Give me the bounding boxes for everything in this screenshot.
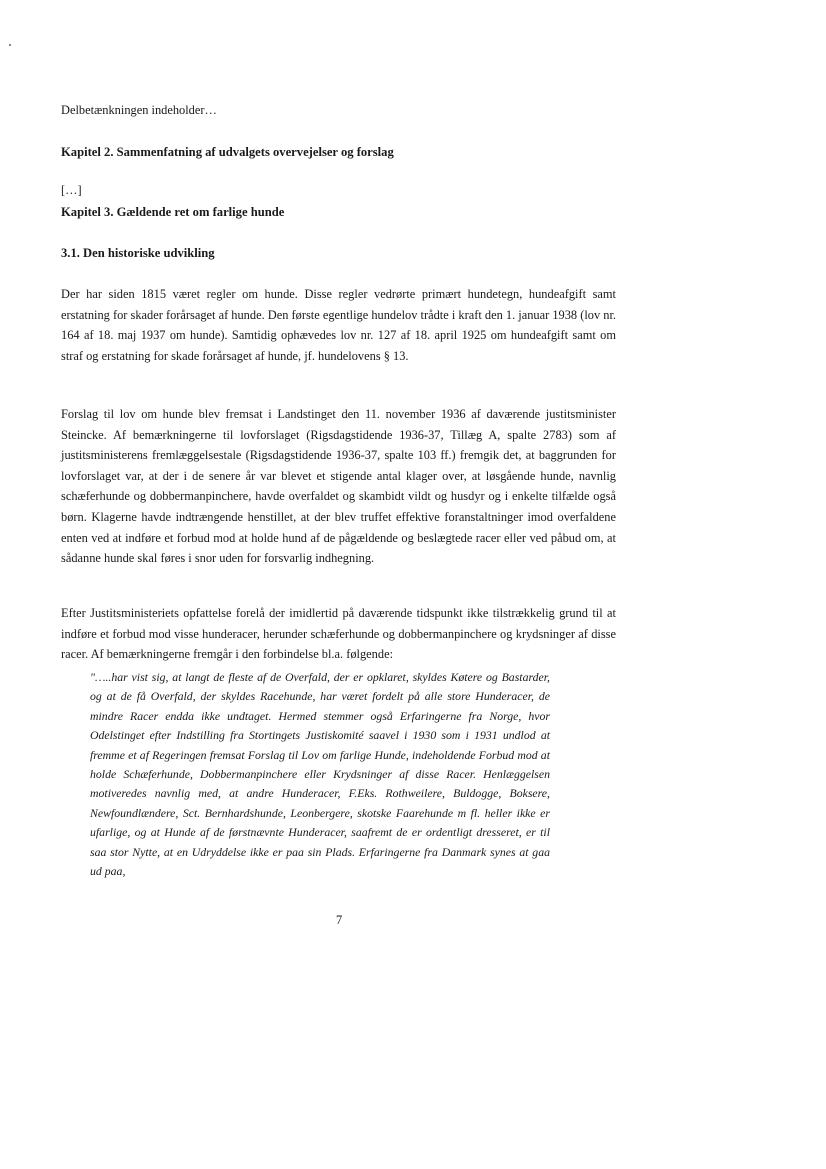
- heading-kapitel-2: Kapitel 2. Sammenfatning af udvalgets overvejelser og forslag: [61, 145, 394, 159]
- heading-kapitel-3: Kapitel 3. Gældende ret om farlige hunde: [61, 205, 285, 219]
- paragraph-1: Der har siden 1815 været regler om hunde. Disse regler vedrørte primært hundetegn, hundeafgift samt erstatning for skader forårsaget af hunde. Den første egentlige hundelov trådte i kraft den 1. januar 1938 (lov nr. 164 af 18. maj 1937 om hunde). Samtidig ophævedes lov nr. 127 af 18. april 1925 om hundeafgift samt om straf og erstatning for skade forårsaget af hunde, jf. hundelovens § 13.: [61, 287, 616, 363]
- omission-marker: […]: [61, 183, 82, 197]
- page-number: 7: [336, 913, 343, 927]
- paragraph-2: Forslag til lov om hunde blev fremsat i Landstinget den 11. november 1936 af daværende justitsminister Steincke. Af bemærkningerne til lovforslaget (Rigsdagstidende 1936-37, Tillæg A, spalte 2783) som af justitsministerens fremlæggelsestale (Rigsdagstidende 1936-37, spalte 103 ff.) fremgik det, at baggrunden for lovforslaget var, at der i de senere år var blevet et stigende antal klager over, at løsgående hunde, navnlig schæferhunde og dobbermanpinchere, havde overfaldet og skambidt vildt og husdyr og i enkelte tilfælde også børn. Klagerne havde indtrængende henstillet, at der blev truffet effektive foranstaltninger imod overfaldene enten ved at indføre et forbud mod at holde hund af de pågældende og beslægtede racer eller ved påbud om, at sådanne hunde skal føres i snor uden for forsvarlig indhegning.: [61, 407, 616, 566]
- heading-section-3-1: 3.1. Den historiske udvikling: [61, 246, 215, 260]
- paragraph-3: Efter Justitsministeriets opfattelse forelå der imidlertid på daværende tidspunkt ikke tilstrækkelig grund til at indføre et forbud mod visse hunderacer, herunder schæferhunde og dobbermanpinchere og krydsninger af disse racer. Af bemærkningerne fremgår i den forbindelse bl.a. følgende:: [61, 606, 616, 662]
- block-quote: "…..har vist sig, at langt de fleste af de Overfald, der er opklaret, skyldes Køtere og Bastarder, og at de få Overfald, der skyldes Racehunde, har været fordelt på alle store Hunderacer, de mindre Racer endda ikke undtaget. Hermed stemmer også Erfaringerne fra Norge, hvor Odelstinget efter Indstilling fra Stortingets Justiskomité saavel i 1930 som i 1931 undlod at fremme et af Regeringen fremsat Forslag til Lov om farlige Hunde, indeholdende Forbud mod at holde Schæferhunde, Dobbermanpinchere eller Krydsninger af disse Racer. Henlæggelsen motiveredes navnlig med, at andre Hunderacer, F.Eks. Rothweilere, Buldogge, Boksere, Newfoundlændere, Sct. Bernhardshunde, Leonbergere, skotske Faarehunde m fl. heller ikke er ufarlige, og at Hunde af de førstnævnte Hunderacer, saafremt de er ordentligt dresseret, er til saa stor Nytte, at en Udryddelse ikke er paa sin Plads. Erfaringerne fra Danmark synes at gaa ud paa,: [90, 670, 550, 879]
- scan-speck: [9, 44, 11, 46]
- intro-text: Delbetænkningen indeholder…: [61, 103, 217, 117]
